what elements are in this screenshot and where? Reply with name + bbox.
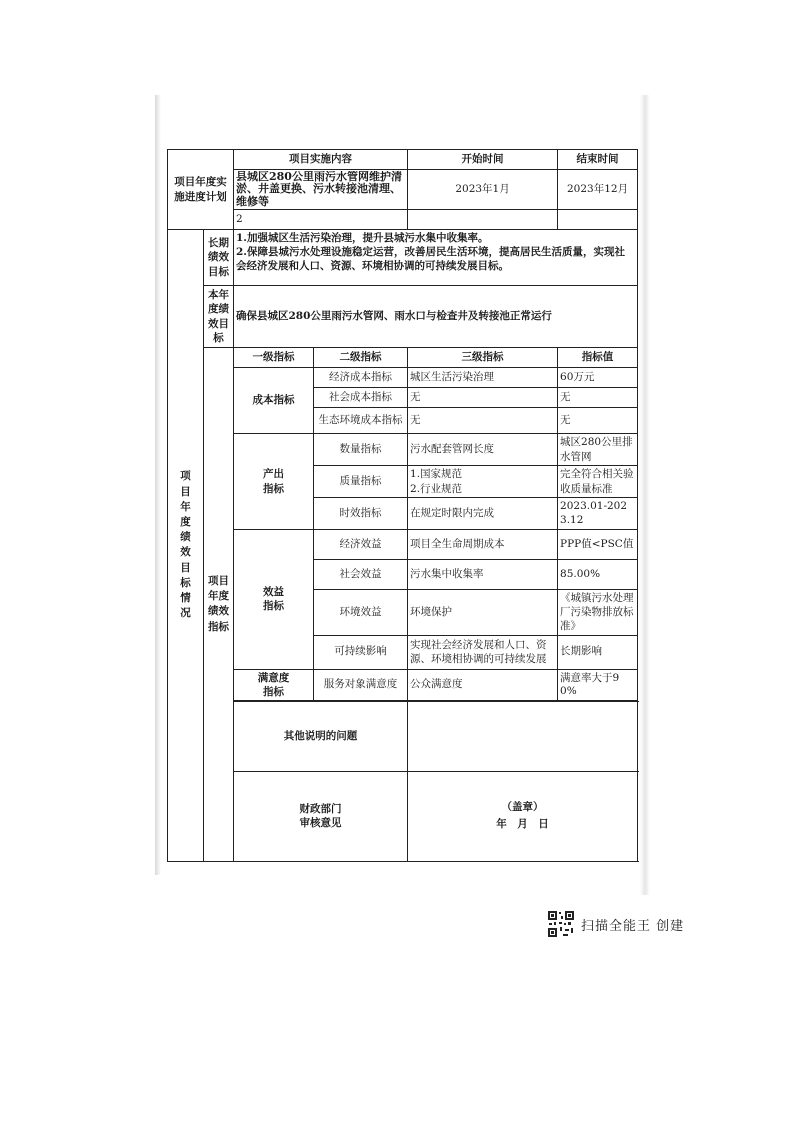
output-l3-2 — [408, 466, 558, 498]
output-l3-2a: 1.国家规范 — [410, 468, 463, 481]
cost-l2-1: 经济成本指标 — [314, 368, 408, 388]
output-l2-2: 质量指标 — [314, 466, 408, 498]
benefit-l3-2: 污水集中收集率 — [408, 560, 558, 590]
scan-shadow-left — [155, 95, 161, 875]
header-value: 指标值 — [558, 348, 638, 368]
long-term-goal-2: 2.保障县城污水处理设施稳定运营，改善居民生活环境，提高居民生活质量，实现社会经济发展和人口、资源、环境相协调的可持续发展目标。 — [236, 246, 625, 273]
schedule-start-1: 2023年1月 — [408, 170, 558, 210]
header-end-time: 结束时间 — [558, 150, 638, 170]
cost-l2-3: 生态环境成本指标 — [314, 408, 408, 434]
cost-l3-2: 无 — [408, 388, 558, 408]
satisfaction-indicator-label: 满意度 指标 — [234, 669, 314, 700]
annual-goal-label: 本年度绩效目标 — [204, 286, 234, 348]
benefit-l3-3: 环境保护 — [408, 590, 558, 636]
satisfaction-l3: 公众满意度 — [408, 669, 558, 700]
schedule-end-1: 2023年12月 — [558, 170, 638, 210]
schedule-end-2 — [558, 210, 638, 230]
output-l3-2b: 2.行业规范 — [410, 482, 463, 495]
schedule-content-2: 2 — [234, 210, 408, 230]
header-content: 项目实施内容 — [234, 150, 408, 170]
cost-value-2: 无 — [558, 388, 638, 408]
scanner-watermark — [547, 910, 684, 938]
satisfaction-l2: 服务对象满意度 — [314, 669, 408, 700]
long-term-goals — [234, 230, 638, 286]
header-level1: 一级指标 — [234, 348, 314, 368]
schedule-start-2 — [408, 210, 558, 230]
scan-shadow-right — [640, 95, 650, 895]
date-text: 年 月 日 — [496, 818, 549, 831]
benefit-value-2: 85.00% — [558, 560, 638, 590]
schedule-section-label: 项目年度实施进度计划 — [168, 150, 234, 230]
output-value-3: 2023.01-2023.12 — [558, 498, 638, 530]
other-notes-label: 其他说明的问题 — [234, 701, 408, 771]
annual-goal-text: 确保县城区280公里雨污水管网、雨水口与检查井及转接池正常运行 — [234, 286, 638, 348]
indicator-section-label: 项目 年度 绩效 指标 — [204, 348, 234, 862]
qr-code-icon — [547, 910, 575, 938]
output-value-2: 完全符合相关验收质量标准 — [558, 466, 638, 498]
stamp-text: （盖章） — [501, 800, 544, 813]
satisfaction-value: 满意率大于90% — [558, 669, 638, 700]
schedule-content-1: 县城区280公里雨污水管网维护清淤、井盖更换、污水转接池清理、维修等 — [236, 170, 402, 208]
cost-l3-1: 城区生活污染治理 — [408, 368, 558, 388]
cost-indicator-label: 成本指标 — [234, 368, 314, 434]
finance-review-content — [408, 771, 638, 861]
benefit-l3-4: 实现社会经济发展和人口、资源、环境相协调的可持续发展 — [408, 635, 558, 669]
scanner-watermark-text: 扫描全能王 创建 — [581, 918, 685, 934]
benefit-value-1: PPP值<PSC值 — [558, 530, 638, 560]
output-l3-1: 污水配套管网长度 — [408, 434, 558, 466]
cost-l2-2: 社会成本指标 — [314, 388, 408, 408]
performance-form-table — [167, 149, 638, 862]
benefit-l2-4: 可持续影响 — [314, 635, 408, 669]
output-value-1: 城区280公里排水管网 — [558, 434, 638, 466]
benefit-l2-2: 社会效益 — [314, 560, 408, 590]
long-term-label: 长期绩效目标 — [204, 230, 234, 286]
other-notes-content — [408, 701, 638, 771]
output-l3-3: 在规定时限内完成 — [408, 498, 558, 530]
header-level2: 二级指标 — [314, 348, 408, 368]
output-l2-1: 数量指标 — [314, 434, 408, 466]
long-term-goal-1: 1.加强城区生活污染治理，提升县城污水集中收集率。 — [236, 232, 489, 244]
benefit-l2-1: 经济效益 — [314, 530, 408, 560]
benefit-value-4: 长期影响 — [558, 635, 638, 669]
benefit-indicator-label: 效益 指标 — [234, 530, 314, 670]
header-level3: 三级指标 — [408, 348, 558, 368]
performance-section-label: 项 目 年 度 绩 效 目 标 情 况 — [168, 230, 204, 862]
output-indicator-label: 产出 指标 — [234, 434, 314, 530]
header-start-time: 开始时间 — [408, 150, 558, 170]
cost-value-1: 60万元 — [558, 368, 638, 388]
cost-l3-3: 无 — [408, 408, 558, 434]
cost-value-3: 无 — [558, 408, 638, 434]
output-l2-3: 时效指标 — [314, 498, 408, 530]
benefit-l2-3: 环境效益 — [314, 590, 408, 636]
benefit-l3-1: 项目全生命周期成本 — [408, 530, 558, 560]
finance-review-label: 财政部门 审核意见 — [234, 771, 408, 861]
benefit-value-3: 《城镇污水处理厂污染物排放标准》 — [558, 590, 638, 636]
